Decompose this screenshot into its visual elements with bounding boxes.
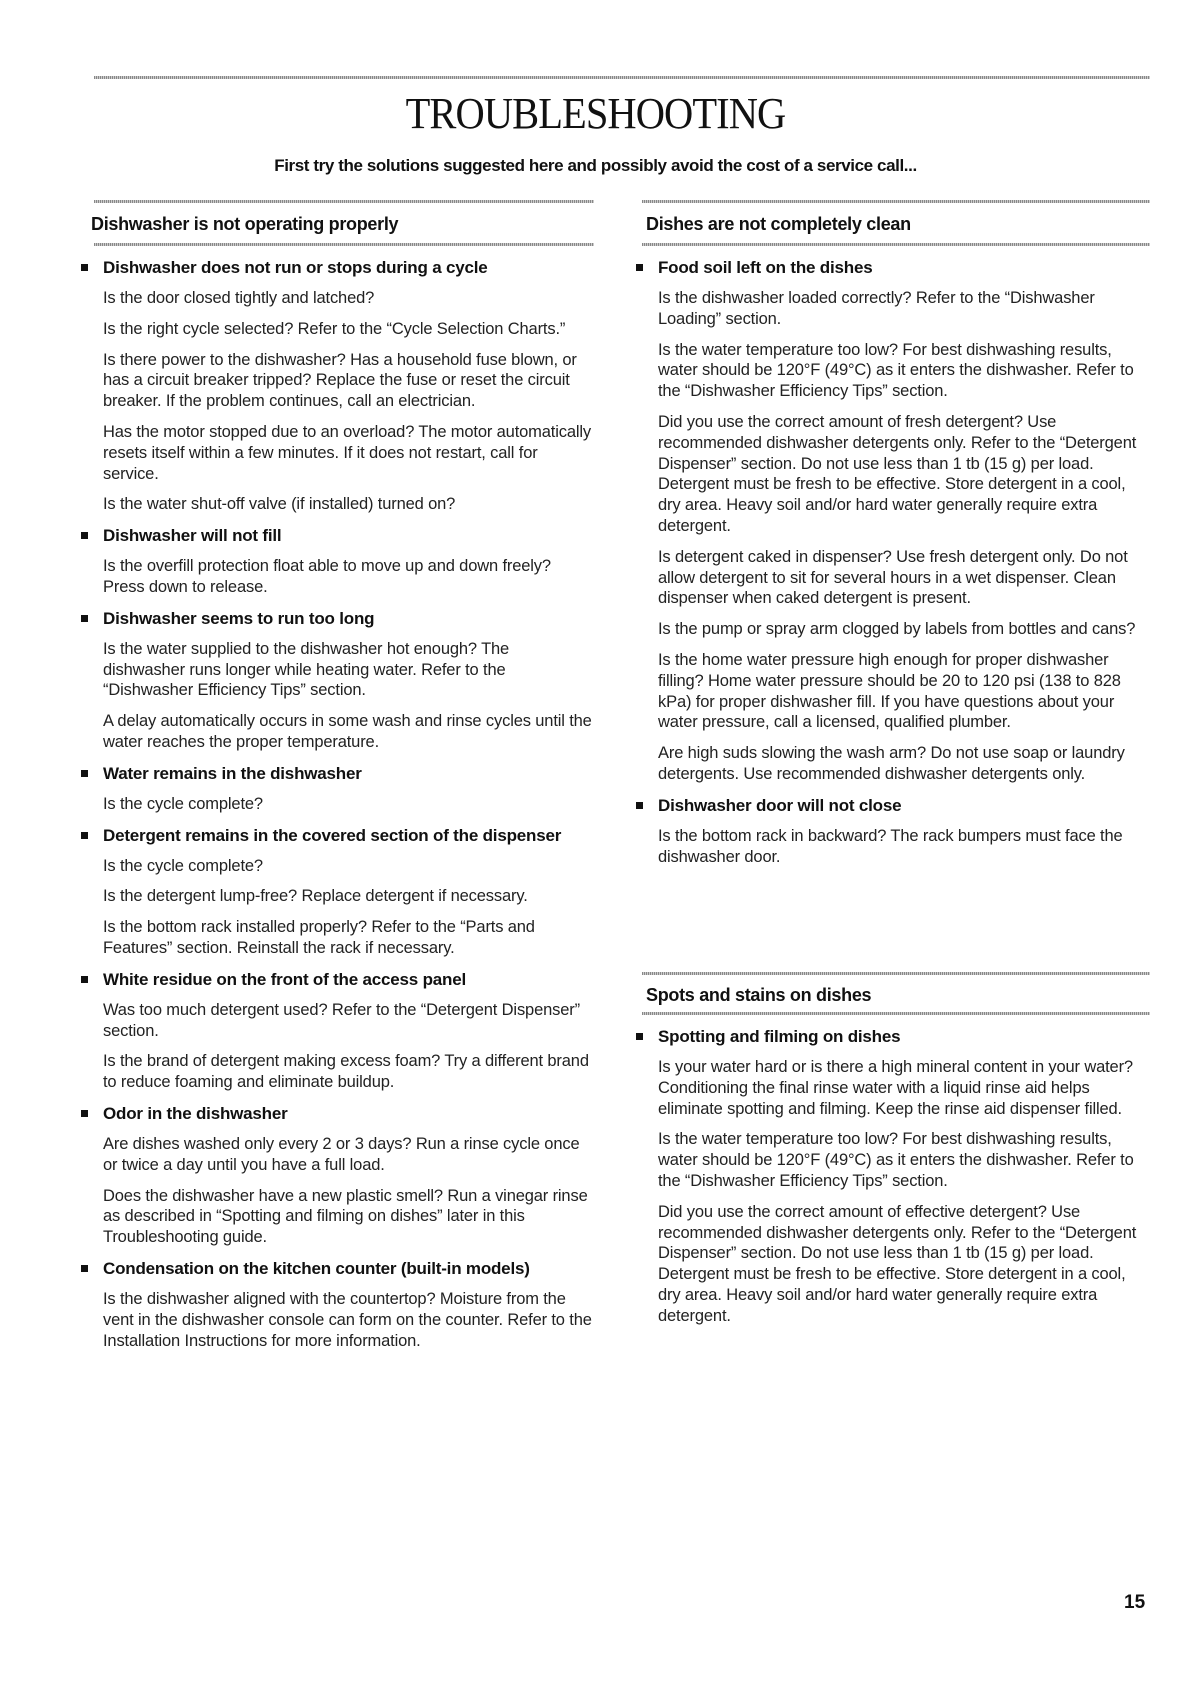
bullet-icon: [81, 264, 88, 271]
item-paragraph: Does the dishwasher have a new plastic smell? Run a vinegar rinse as described in “Spotting and filming on dishes” later in this Troubleshooting guide.: [103, 1186, 588, 1247]
troubleshooting-item: [103, 825, 593, 959]
bullet-icon: [81, 1265, 88, 1272]
item-heading-text: Spotting and filming on dishes: [658, 1027, 901, 1046]
item-paragraph: Is the right cycle selected? Refer to the “Cycle Selection Charts.”: [103, 319, 566, 338]
section-title-not-clean: Dishes are not completely clean: [646, 214, 911, 234]
item-heading: [103, 525, 593, 546]
troubleshooting-item: [103, 969, 593, 1093]
item-heading-text: Dishwasher seems to run too long: [103, 608, 375, 628]
item-heading: [658, 1026, 1150, 1047]
item-paragraph: Is the bottom rack in backward? The rack bumpers must face the dishwasher door.: [658, 826, 1123, 866]
item-heading: [103, 608, 593, 629]
top-rule: [94, 76, 1150, 79]
section-rule: [642, 972, 1150, 975]
troubleshooting-item: [103, 257, 593, 515]
item-paragraph: Did you use the correct amount of effective detergent? Use recommended dishwasher detergents only. Refer to the “Detergent Dispenser” section. Do not use less than 1 tb (15 g) per load. Detergent must be fresh to be effective. Store detergent in a cool, dry area. Heavy soil and/or hard water generally require extra detergent.: [658, 1202, 1137, 1325]
item-heading-text: Food soil left on the dishes: [658, 258, 873, 277]
bullet-icon: [81, 832, 88, 839]
item-paragraph: Is the overfill protection float able to move up and down freely? Press down to release.: [103, 557, 551, 596]
item-paragraph: Is the water temperature too low? For best dishwashing results, water should be 120°F (49°C) as it enters the dishwasher. Refer to the “Dishwasher Efficiency Tips” section.: [658, 1130, 1134, 1190]
section-rule: [642, 1012, 1150, 1015]
left-column: [103, 257, 593, 1351]
item-heading-text: Odor in the dishwasher: [103, 1103, 288, 1123]
item-paragraph: Is detergent caked in dispenser? Use fresh detergent only. Do not allow detergent to sit for several hours in a wet dispenser. Clean dispenser when caked detergent is present.: [658, 547, 1128, 608]
item-paragraph: Did you use the correct amount of fresh detergent? Use recommended dishwasher detergents only. Refer to the “Detergent Dispenser” section. Do not use less than 1 tb (15 g) per load. Detergent must be fresh to be effective. Store detergent in a cool, dry area. Heavy soil and/or hard water generally require extra detergent.: [658, 412, 1137, 535]
item-paragraph: Is your water hard or is there a high mineral content in your water? Conditioning the final rinse water with a liquid rinse aid helps eliminate spotting and filming. Keep the rinse aid dispenser filled.: [658, 1058, 1133, 1118]
bullet-icon: [81, 976, 88, 983]
page-title: TROUBLESHOOTING: [405, 89, 786, 138]
bullet-icon: [636, 1033, 643, 1040]
troubleshooting-item: [658, 257, 1150, 785]
bullet-icon: [636, 802, 643, 809]
item-paragraph: Are dishes washed only every 2 or 3 days? Run a rinse cycle once or twice a day until you have a full load.: [103, 1134, 580, 1174]
item-paragraph: Was too much detergent used? Refer to the “Detergent Dispenser” section.: [103, 1000, 580, 1040]
item-paragraph: A delay automatically occurs in some wash and rinse cycles until the water reaches the proper temperature.: [103, 712, 592, 751]
bullet-icon: [81, 615, 88, 622]
bullet-icon: [636, 264, 643, 271]
item-paragraph: Is the dishwasher aligned with the countertop? Moisture from the vent in the dishwasher console can form on the counter. Refer to the Installation Instructions for more information.: [103, 1289, 592, 1350]
item-paragraph: Is the door closed tightly and latched?: [103, 289, 375, 307]
page-subtitle: First try the solutions suggested here and possibly avoid the cost of a service call...: [274, 156, 917, 175]
item-heading: [103, 763, 593, 784]
troubleshooting-item: [658, 795, 1150, 868]
section-rule: [642, 200, 1150, 203]
item-heading: [103, 1103, 593, 1124]
page-number: 15: [1124, 1592, 1146, 1613]
troubleshooting-item: [103, 763, 593, 815]
item-paragraph: Is the bottom rack installed properly? Refer to the “Parts and Features” section. Reinstall the rack if necessary.: [103, 918, 535, 957]
item-paragraph: Is the brand of detergent making excess foam? Try a different brand to reduce foaming and eliminate buildup.: [103, 1052, 589, 1092]
item-heading: [103, 969, 593, 990]
item-paragraph: Is there power to the dishwasher? Has a household fuse blown, or has a circuit breaker tripped? Replace the fuse or reset the circuit breaker. If the problem continues, call an electrician.: [103, 350, 577, 411]
item-heading-text: Detergent remains in the covered section of the dispenser: [103, 825, 562, 845]
item-heading: [658, 795, 1150, 816]
right-column: [658, 257, 1150, 867]
item-paragraph: Is the water shut-off valve (if installed) turned on?: [103, 495, 456, 514]
item-heading-text: Water remains in the dishwasher: [103, 763, 362, 783]
item-paragraph: Is the home water pressure high enough for proper dishwasher filling? Home water pressure should be 20 to 120 psi (138 to 828 kPa) for proper dishwasher fill. If you have questions about your water pressure, call a licensed, qualified plumber.: [658, 650, 1121, 732]
item-paragraph: Has the motor stopped due to an overload? The motor automatically resets itself within a few minutes. If it does not restart, call for service.: [103, 422, 591, 483]
item-heading: [658, 257, 1150, 278]
troubleshooting-item: [103, 525, 593, 598]
item-paragraph: Is the cycle complete?: [103, 856, 263, 875]
item-heading-text: Dishwasher will not fill: [103, 526, 282, 546]
troubleshooting-item: [103, 1103, 593, 1248]
troubleshooting-item: [103, 608, 593, 753]
troubleshooting-item: [103, 1258, 593, 1351]
section-title-spots: Spots and stains on dishes: [646, 985, 872, 1005]
section-title-not-operating: Dishwasher is not operating properly: [91, 214, 399, 234]
section-rule: [94, 200, 594, 203]
item-heading-text: Dishwasher door will not close: [658, 795, 902, 815]
spots-column: [658, 1026, 1150, 1327]
item-heading-text: Condensation on the kitchen counter (built-in models): [103, 1258, 530, 1278]
item-paragraph: Is the detergent lump-free? Replace detergent if necessary.: [103, 887, 528, 906]
item-heading: [103, 257, 593, 278]
section-rule: [94, 243, 594, 246]
bullet-icon: [81, 770, 88, 777]
item-heading: [103, 825, 593, 846]
item-paragraph: Is the pump or spray arm clogged by labels from bottles and cans?: [658, 620, 1136, 639]
item-paragraph: Is the water supplied to the dishwasher hot enough? The dishwasher runs longer while heating water. Refer to the “Dishwasher Efficiency Tips” section.: [103, 639, 510, 700]
bullet-icon: [81, 532, 88, 539]
item-paragraph: Are high suds slowing the wash arm? Do not use soap or laundry detergents. Use recommended dishwasher detergents only.: [658, 744, 1125, 783]
section-rule: [642, 243, 1150, 246]
item-paragraph: Is the water temperature too low? For best dishwashing results, water should be 120°F (49°C) as it enters the dishwasher. Refer to the “Dishwasher Efficiency Tips” section.: [658, 340, 1134, 401]
troubleshooting-item: [658, 1026, 1150, 1327]
item-heading: [103, 1258, 593, 1279]
item-paragraph: Is the cycle complete?: [103, 794, 263, 813]
item-heading-text: Dishwasher does not run or stops during a cycle: [103, 258, 488, 277]
bullet-icon: [81, 1110, 88, 1117]
item-paragraph: Is the dishwasher loaded correctly? Refer to the “Dishwasher Loading” section.: [658, 289, 1095, 328]
item-heading-text: White residue on the front of the access panel: [103, 969, 466, 989]
